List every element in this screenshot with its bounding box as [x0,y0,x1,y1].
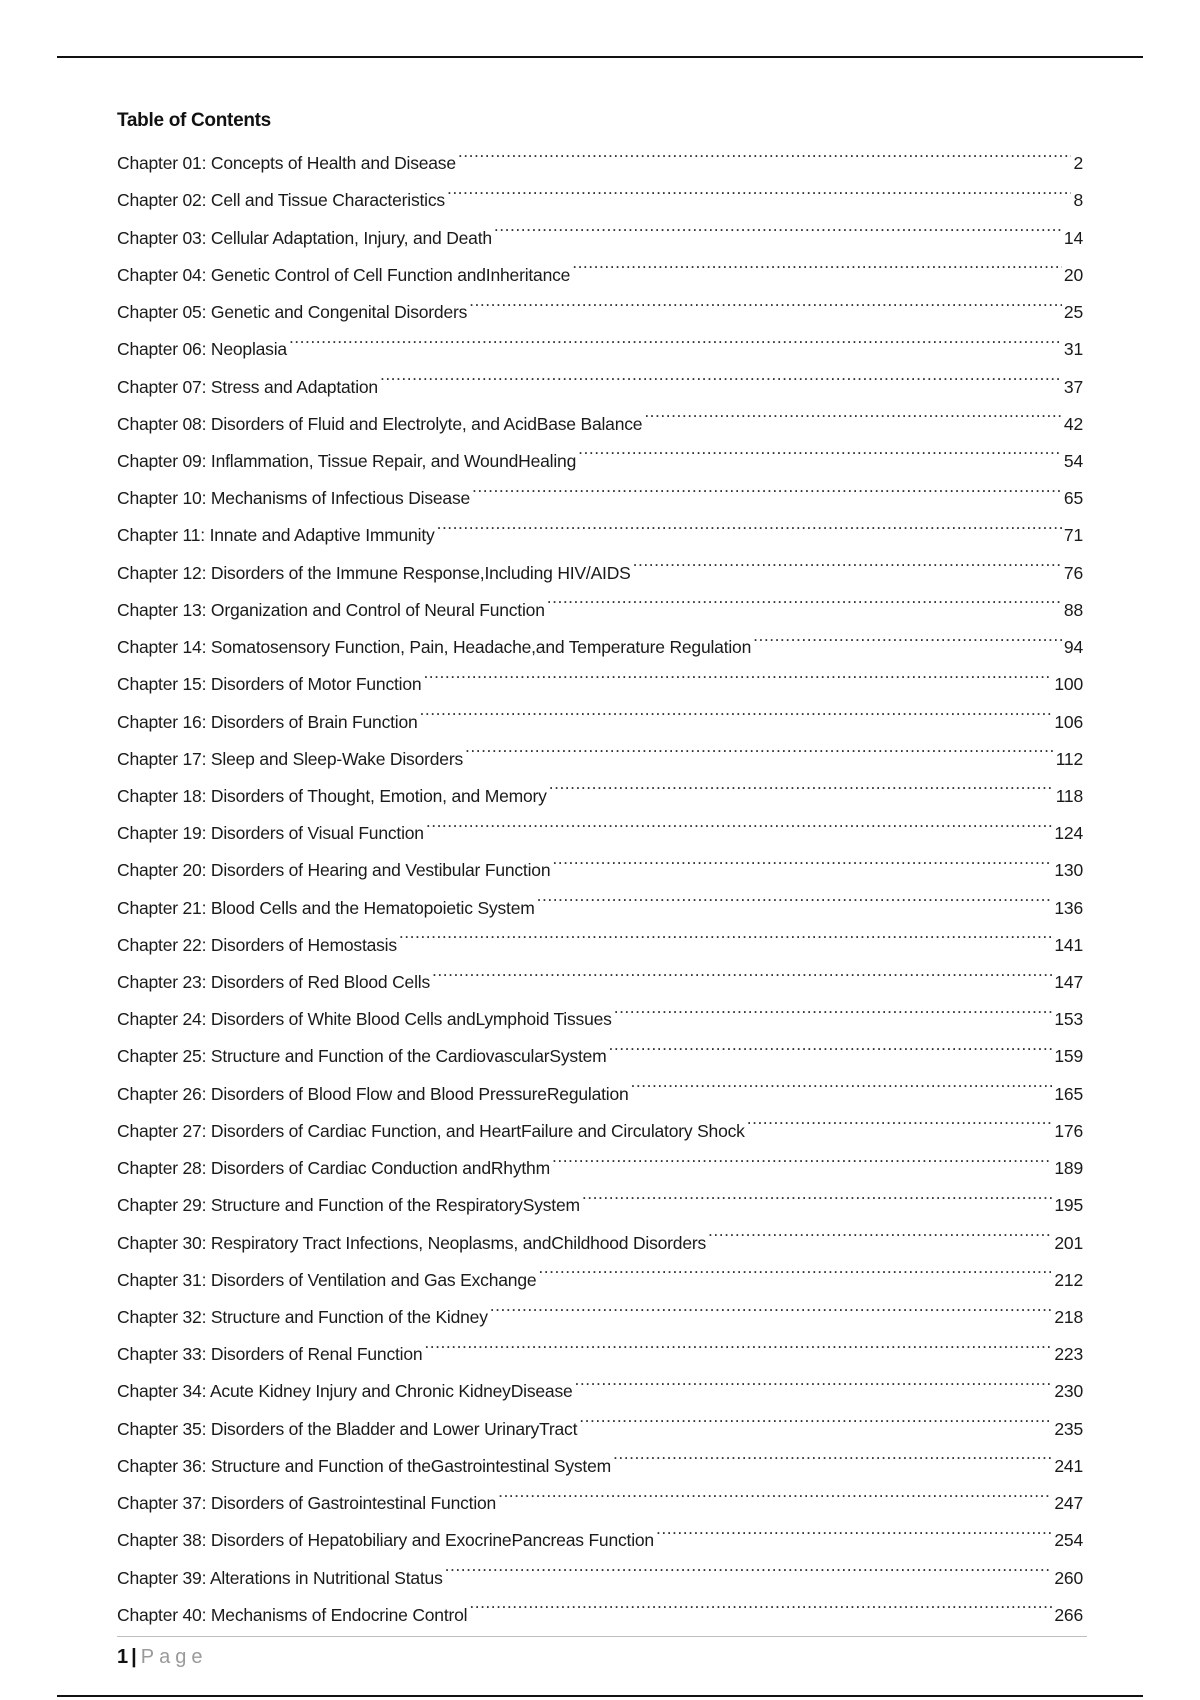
page-footer [117,1640,207,1674]
dot-leader [289,318,1062,355]
toc-entry-title: Chapter 31: Disorders of Ventilation and Gas Exchange [117,1269,537,1290]
toc-entry-title: Chapter 40: Mechanisms of Endocrine Control [117,1604,468,1625]
dot-leader [447,169,1072,206]
toc-entry-page: 42 [1063,413,1083,434]
toc-entry-page: 88 [1063,599,1083,620]
dot-leader [432,951,1052,988]
dot-leader [644,393,1062,430]
toc-entry-page: 31 [1063,339,1083,360]
toc-entry-title: Chapter 12: Disorders of the Immune Response,Including HIV/AIDS [117,562,631,583]
dot-leader [494,206,1062,243]
dot-leader [708,1211,1052,1248]
toc-entry-title: Chapter 38: Disorders of Hepatobiliary and ExocrinePancreas Function [117,1530,654,1551]
toc-entry-title: Chapter 34: Acute Kidney Injury and Chronic KidneyDisease [117,1381,573,1402]
dot-leader [537,876,1053,913]
dot-leader [538,1249,1052,1286]
page-label: Page [140,1646,208,1668]
dot-leader [572,244,1062,281]
toc-entry-page: 136 [1054,897,1083,918]
table-of-contents [117,104,1083,1625]
toc-entry-page: 176 [1054,1120,1083,1141]
toc-entry-title: Chapter 04: Genetic Control of Cell Function andInheritance [117,264,571,285]
dot-leader [498,1472,1052,1509]
toc-entry-page: 141 [1054,934,1083,955]
toc-entry-page: 223 [1054,1344,1083,1365]
toc-entry-page: 254 [1054,1530,1083,1551]
toc-list [117,132,1083,1625]
toc-entry-page: 153 [1054,1009,1083,1030]
dot-leader [420,690,1053,727]
dot-leader [578,430,1062,467]
dot-leader [582,1174,1053,1211]
toc-entry-title: Chapter 11: Innate and Adaptive Immunity [117,525,435,546]
dot-leader [547,579,1062,616]
toc-entry-title: Chapter 14: Somatosensory Function, Pain, Headache,and Temperature Regulation [117,637,752,658]
toc-entry-title: Chapter 05: Genetic and Congenital Disorders [117,302,468,323]
toc-entry-page: 124 [1054,823,1083,844]
toc-entry-title: Chapter 35: Disorders of the Bladder and Lower UrinaryTract [117,1418,578,1439]
dot-leader [631,1062,1053,1099]
toc-entry-page: 112 [1055,748,1083,769]
dot-leader [609,1025,1053,1062]
dot-leader [380,355,1062,392]
toc-entry-title: Chapter 24: Disorders of White Blood Cells andLymphoid Tissues [117,1009,612,1030]
dot-leader [399,914,1052,951]
dot-leader [633,541,1062,578]
toc-entry-page: 260 [1054,1567,1083,1588]
toc-heading: Table of Contents [117,110,271,131]
toc-entry-title: Chapter 03: Cellular Adaptation, Injury, and Death [117,227,492,248]
toc-entry-page: 106 [1054,711,1083,732]
toc-entry-title: Chapter 02: Cell and Tissue Characteristics [117,190,445,211]
dot-leader [549,765,1054,802]
toc-entry-title: Chapter 21: Blood Cells and the Hematopoietic System [117,897,535,918]
toc-entry-title: Chapter 29: Structure and Function of the RespiratorySystem [117,1195,580,1216]
dot-leader [552,839,1052,876]
toc-entry-title: Chapter 08: Disorders of Fluid and Electrolyte, and AcidBase Balance [117,413,643,434]
toc-entry-title: Chapter 27: Disorders of Cardiac Function, and HeartFailure and Circulatory Shock [117,1120,745,1141]
footer-bottom-rule [57,1695,1143,1697]
toc-entry-page: 25 [1063,302,1083,323]
toc-entry-page: 8 [1073,190,1083,211]
toc-entry-title: Chapter 36: Structure and Function of theGastrointestinal System [117,1455,611,1476]
toc-entry-page: 266 [1054,1604,1083,1625]
toc-entry-title: Chapter 18: Disorders of Thought, Emotion, and Memory [117,785,547,806]
toc-entry-page: 100 [1054,674,1083,695]
toc-entry-title: Chapter 26: Disorders of Blood Flow and Blood PressureRegulation [117,1083,629,1104]
toc-entry-title: Chapter 09: Inflammation, Tissue Repair, and WoundHealing [117,450,577,471]
toc-entry-page: 94 [1063,637,1083,658]
dot-leader [437,504,1062,541]
dot-leader [423,653,1052,690]
toc-entry-title: Chapter 16: Disorders of Brain Function [117,711,418,732]
dot-leader [747,1100,1053,1137]
dot-leader [753,616,1062,653]
toc-entry-page: 247 [1054,1493,1083,1514]
dot-leader [575,1360,1053,1397]
dot-leader [469,1584,1052,1621]
toc-entry-page: 235 [1054,1418,1083,1439]
toc-entry-page: 241 [1054,1455,1083,1476]
toc-entry-page: 14 [1063,227,1083,248]
toc-entry-page: 195 [1054,1195,1083,1216]
toc-entry-page: 118 [1055,785,1083,806]
toc-entry-title: Chapter 25: Structure and Function of the CardiovascularSystem [117,1046,607,1067]
toc-entry-title: Chapter 28: Disorders of Cardiac Conduction andRhythm [117,1158,550,1179]
dot-leader [472,467,1062,504]
toc-entry-title: Chapter 33: Disorders of Renal Function [117,1344,423,1365]
toc-entry-title: Chapter 20: Disorders of Hearing and Vestibular Function [117,860,551,881]
toc-entry-title: Chapter 10: Mechanisms of Infectious Disease [117,488,471,509]
toc-entry-page: 165 [1054,1083,1083,1104]
toc-entry[interactable] [117,132,1083,174]
toc-entry-page: 212 [1054,1269,1083,1290]
dot-leader [465,728,1054,765]
dot-leader [490,1286,1053,1323]
toc-entry-title: Chapter 32: Structure and Function of the Kidney [117,1307,488,1327]
dot-leader [469,281,1062,318]
page-number: 1 [117,1646,129,1668]
dot-leader [614,988,1053,1025]
toc-entry-page: 54 [1063,450,1083,471]
dot-leader [656,1509,1052,1546]
toc-entry-title: Chapter 13: Organization and Control of Neural Function [117,599,545,620]
toc-entry-title: Chapter 39: Alterations in Nutritional Status [117,1567,443,1588]
toc-entry-page: 2 [1073,153,1083,174]
toc-entry-page: 159 [1054,1046,1083,1067]
dot-leader [552,1137,1052,1174]
toc-entry-title: Chapter 22: Disorders of Hemostasis [117,934,397,955]
dot-leader [613,1435,1052,1472]
toc-entry-title: Chapter 23: Disorders of Red Blood Cells [117,972,430,993]
toc-entry-title: Chapter 37: Disorders of Gastrointestinal Function [117,1493,497,1514]
toc-entry-page: 147 [1054,972,1083,993]
toc-entry-title: Chapter 15: Disorders of Motor Function [117,674,422,695]
dot-leader [424,1323,1052,1360]
toc-entry-page: 71 [1063,525,1083,546]
footer-separator: | [131,1646,137,1668]
toc-entry-page: 65 [1063,488,1083,509]
header-rule [57,56,1143,58]
toc-entry-title: Chapter 07: Stress and Adaptation [117,376,378,397]
footer-rule [117,1636,1087,1637]
toc-entry-title: Chapter 06: Neoplasia [117,339,287,360]
toc-entry-title: Chapter 17: Sleep and Sleep-Wake Disorders [117,748,464,769]
toc-entry-page: 76 [1063,562,1083,583]
dot-leader [579,1397,1052,1434]
toc-entry-page: 20 [1063,264,1083,285]
toc-entry-page: 201 [1054,1232,1083,1253]
dot-leader [445,1546,1053,1583]
toc-entry-page: 130 [1054,860,1083,881]
toc-entry-title: Chapter 19: Disorders of Visual Function [117,823,424,844]
toc-entry-title: Chapter 30: Respiratory Tract Infections, Neoplasms, andChildhood Disorders [117,1232,707,1253]
toc-entry-page: 189 [1054,1158,1083,1179]
toc-entry-title: Chapter 01: Concepts of Health and Disease [117,153,456,174]
dot-leader [458,132,1072,169]
toc-entry-page: 230 [1054,1381,1083,1402]
dot-leader [426,802,1053,839]
toc-entry-page: 218 [1054,1307,1083,1327]
toc-entry-page: 37 [1063,376,1083,397]
